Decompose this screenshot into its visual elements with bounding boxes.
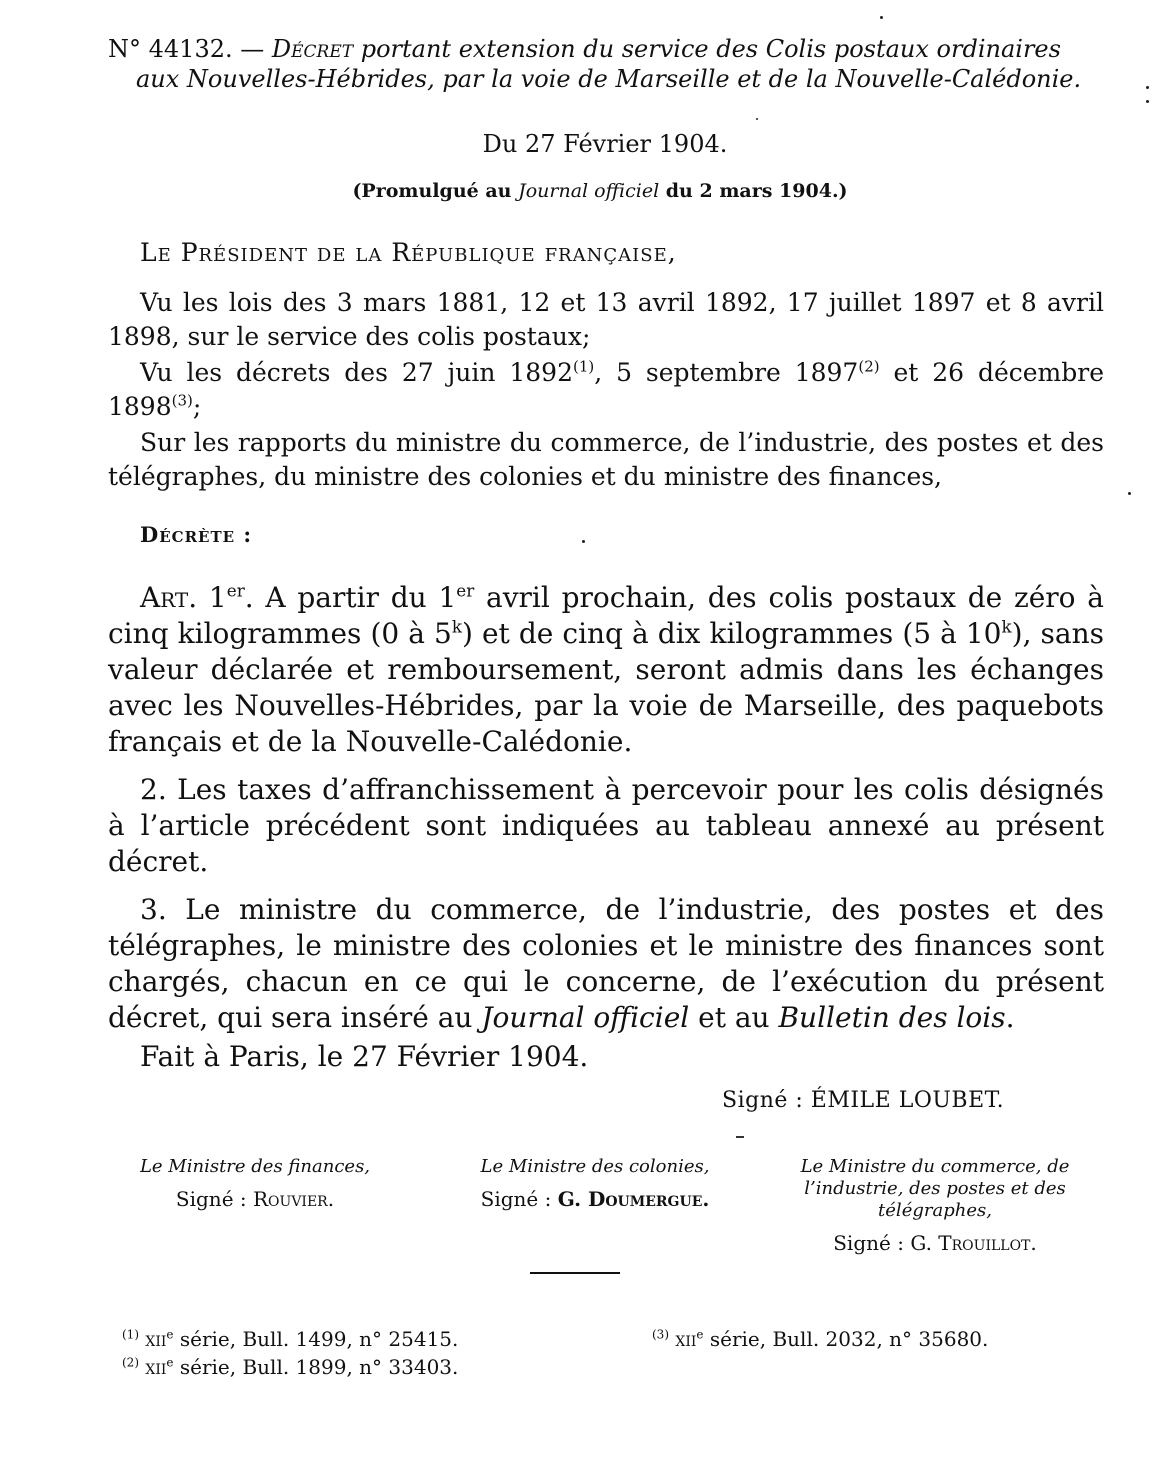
footnote-ref-3: (3)	[171, 391, 193, 410]
article-2: 2. Les taxes d’affranchissement à percevoir pour les colis désignés à l’article précédent sont indiquées au tableau annexé au présent décret.	[108, 773, 1104, 878]
decree-date: Du 27 Février 1904.	[482, 130, 728, 158]
scan-speck	[1128, 492, 1131, 495]
scan-speck	[1146, 86, 1149, 89]
footnote-1: $^{(1)}$ xii$^e$ série, Bull. 1499, n° 25415.	[122, 1327, 459, 1351]
decree-word: Décret	[271, 35, 354, 63]
decree-number: N° 44132.	[108, 35, 233, 63]
promulgation-line: (Promulgué au Journal officiel du 2 mars 1904.)	[352, 180, 848, 202]
scan-speck	[880, 16, 883, 19]
article-3: 3. Le ministre du commerce, de l’industrie, des postes et des télégraphes, le ministre des colonies et le ministre des finances sont chargés, chacun en ce qui le concerne, de l’exécution du présent décret, qui sera inséré au Journal officiel et au Bulletin des lois.	[108, 893, 1104, 1034]
journal-officiel-ref: Journal officiel	[481, 1001, 690, 1034]
footnote-2: $^{(2)}$ xii$^e$ série, Bull. 1899, n° 33403.	[122, 1355, 459, 1379]
scan-speck	[1146, 100, 1149, 103]
fait-a-paris: Fait à Paris, le 27 Février 1904.	[140, 1040, 589, 1073]
decree-title: portant extension du service des Colis postaux ordinaires aux Nouvelles-Hébrides, par la voie de Marseille et de la Nouvelle-Calédonie.	[136, 35, 1082, 93]
footnote-3: $^{(3)}$ xii$^e$ série, Bull. 2032, n° 35680.	[652, 1327, 989, 1351]
minister-title: Le Ministre des finances,	[139, 1156, 371, 1177]
footnote-rule	[530, 1272, 620, 1274]
journal-officiel-ref: Journal officiel	[518, 180, 660, 202]
minister-colonies	[440, 1156, 750, 1210]
minister-signature: Signé : G. Trouillot.	[833, 1231, 1037, 1255]
considerant-rapports: Sur les rapports du ministre du commerce, de l’industrie, des postes et des télégraphes, du ministre des colonies et du ministre des finances,	[108, 428, 1104, 491]
minister-title: Le Ministre du commerce, de l’industrie, des postes et des télégraphes,	[800, 1156, 1070, 1221]
scan-speck	[582, 540, 585, 543]
minister-signature: Signé : Rouvier.	[175, 1187, 335, 1211]
minister-commerce	[770, 1156, 1100, 1254]
decrete-heading: Décrète :	[140, 522, 253, 547]
considerant-decrets: Vu les décrets des 27 juin 1892$^{(1)}$, 5 septembre 1897$^{(2)}$ et 26 décembre 1898$^{(3)}$;	[108, 357, 1104, 421]
president-signature: Signé : ÉMILE LOUBET.	[722, 1088, 1005, 1113]
decree-heading	[108, 34, 1104, 94]
footnote-ref-2: (2)	[858, 357, 880, 376]
minister-signature: Signé : G. Doumergue.	[480, 1187, 710, 1211]
minister-finances	[105, 1156, 405, 1210]
minister-title: Le Ministre des colonies,	[480, 1156, 710, 1177]
bulletin-des-lois-ref: Bulletin des lois	[778, 1001, 1006, 1034]
footnote-ref-1: (1)	[573, 357, 595, 376]
heading-dash: —	[232, 35, 272, 63]
president-heading: Le Président de la République française,	[140, 238, 677, 267]
scan-speck	[756, 118, 758, 120]
separator-tick	[736, 1136, 744, 1138]
article-1: Art. 1er. A partir du 1er avril prochain, des colis postaux de zéro à cinq kilogrammes (0 à 5$^k$) et de cinq à dix kilogrammes (5 à 10$^k$), sans valeur déclarée et remboursement, seront admis dans les échanges avec les Nouvelles-Hébrides, par la voie de Marseille, des paquebots français et de la Nouvelle-Calédonie.	[108, 580, 1105, 758]
considerant-lois: Vu les lois des 3 mars 1881, 12 et 13 avril 1892, 17 juillet 1897 et 8 avril 1898, sur le service des colis postaux;	[108, 288, 1104, 351]
